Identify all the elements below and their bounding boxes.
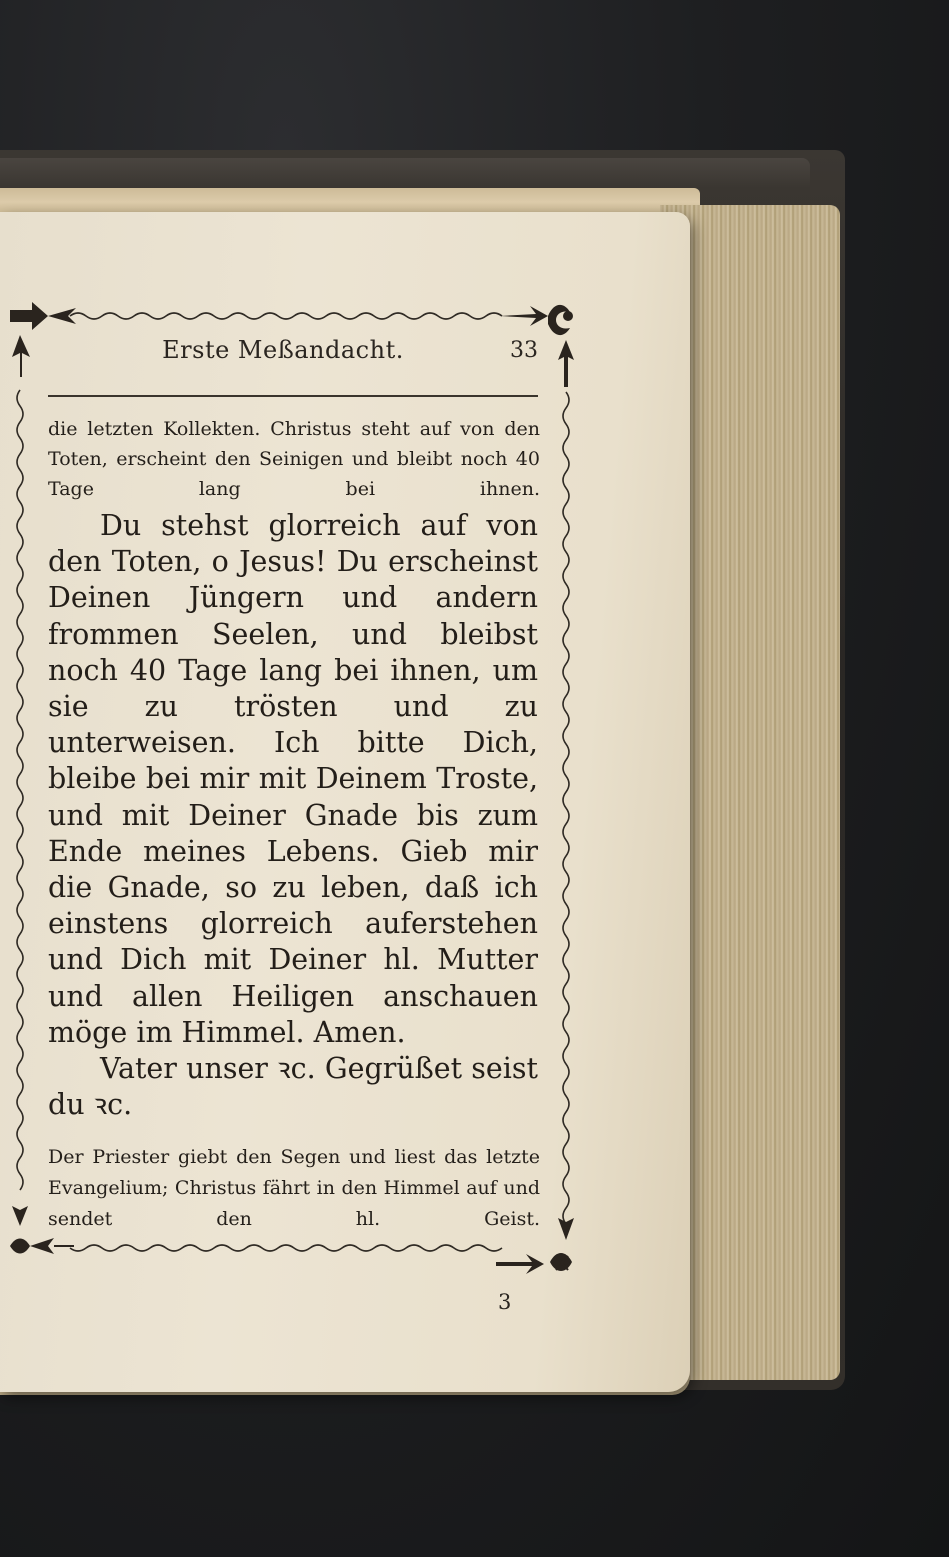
closing-rubric: Der Priester giebt den Segen und liest das letzte Evangelium; Christus fährt in den Himmel auf und sendet den hl. Geist. — [48, 1146, 540, 1230]
signature-mark: 3 — [498, 1290, 512, 1314]
running-title: Erste Meßandacht. — [162, 336, 404, 364]
page-header — [48, 336, 538, 380]
book-cover-top-edge — [0, 158, 810, 188]
prayer-text — [48, 508, 538, 1123]
intro-rubric: die letzten Kollekten. Christus steht auf von den Toten, erscheint den Seinigen und bleibt noch 40 Tage lang bei ihnen. — [48, 418, 540, 500]
header-rule — [48, 395, 538, 397]
prayer-paragraph: Du stehst glorreich auf von den Toten, o Jesus! Du erscheinst Deinen Jüngern und andern frommen Seelen, und bleibst noch 40 Tage lang bei ihnen, um sie zu trösten und zu unterweisen. Ich bitte Dich, bleibe bei mir mit Deinem Troste, und mit Deiner Gnade bis zum Ende meines Lebens. Gieb mir die Gnade, so zu leben, daß ich einstens glorreich auferstehen und Dich mit Deiner hl. Mutter und allen Heiligen anschauen möge im Himmel. Amen. — [48, 509, 538, 1049]
prayer-paragraph: Vater unser ꝛc. Gegrüßet seist du ꝛc. — [48, 1052, 538, 1122]
page-number: 33 — [510, 338, 538, 363]
